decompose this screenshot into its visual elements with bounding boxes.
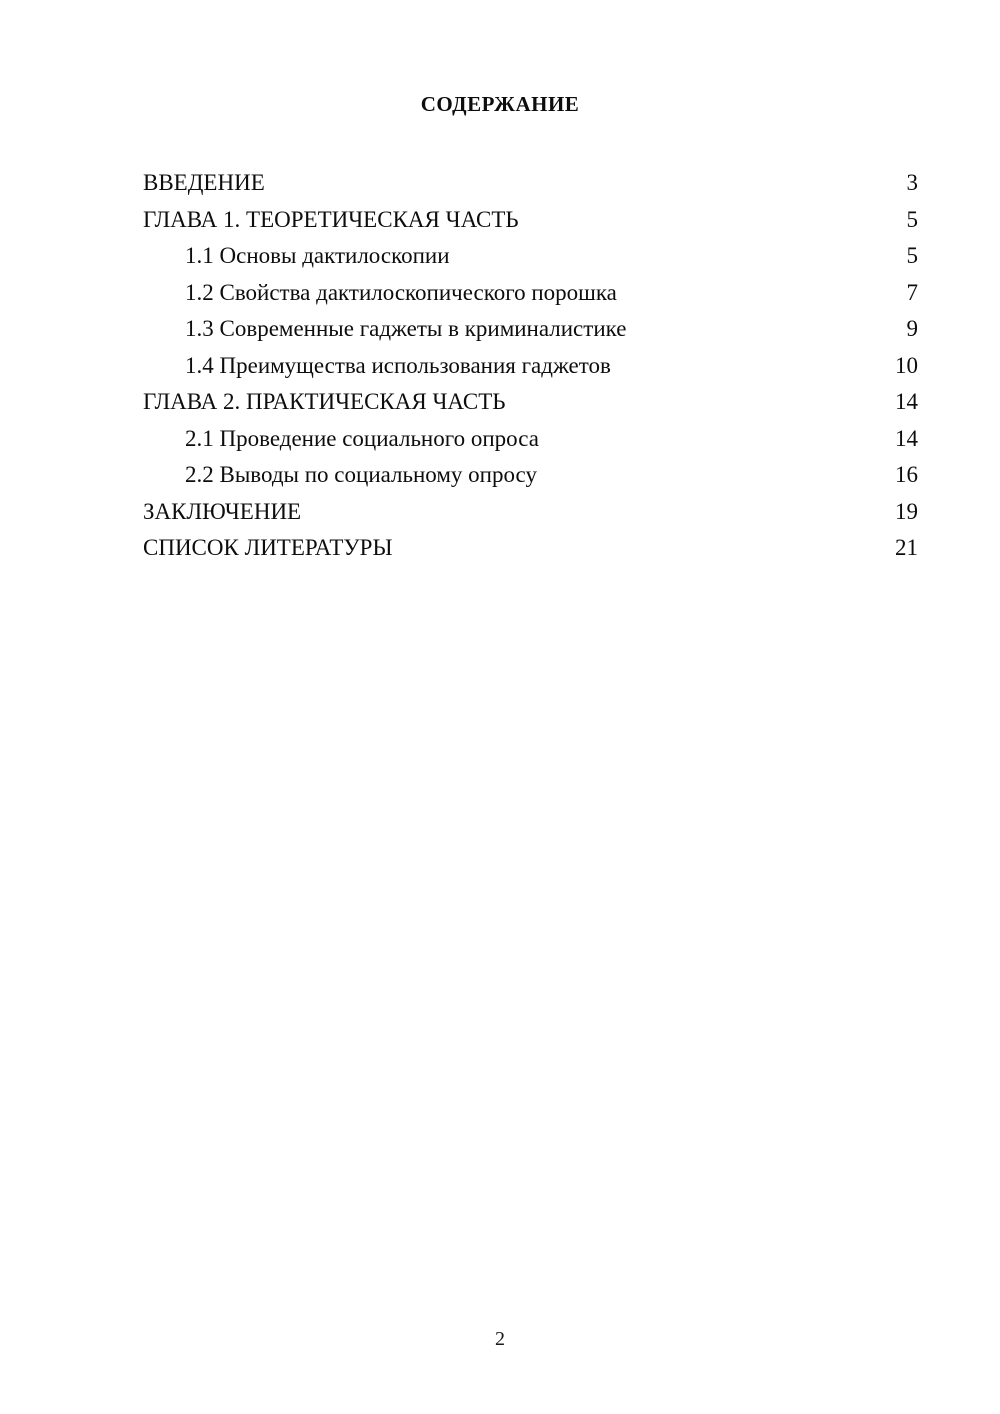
toc-entry-page: 9 (906, 316, 918, 341)
toc-entry-page: 5 (906, 206, 918, 232)
toc-entry[interactable] (143, 530, 918, 567)
toc-entry-label: 1.1 Основы дактилоскопии (185, 243, 450, 268)
toc-entry[interactable] (143, 421, 918, 458)
toc-entry-label: ГЛАВА 1. ТЕОРЕТИЧЕСКАЯ ЧАСТЬ (143, 206, 519, 232)
toc-entry-label: ГЛАВА 2. ПРАКТИЧЕСКАЯ ЧАСТЬ (143, 389, 506, 414)
toc-entry-label: ЗАКЛЮЧЕНИЕ (143, 498, 302, 524)
toc-entry[interactable] (143, 202, 918, 239)
toc-entry[interactable] (143, 275, 918, 312)
toc-entry-label: СПИСОК ЛИТЕРАТУРЫ (143, 535, 393, 560)
toc-entry-label: 2.1 Проведение социального опроса (185, 425, 539, 451)
toc-entry-label: 1.2 Свойства дактилоскопического порошка (185, 279, 617, 305)
toc-entry-page: 21 (895, 535, 918, 560)
toc-entry-page: 14 (895, 389, 918, 414)
toc-entry-page: 19 (895, 498, 918, 524)
toc-entry-page: 7 (906, 279, 918, 305)
toc-entry-label: 2.2 Выводы по социальному опросу (185, 462, 537, 487)
toc-entry[interactable] (143, 238, 918, 275)
toc-entry[interactable] (143, 165, 918, 202)
toc-entry[interactable] (143, 457, 918, 494)
page-number: 2 (495, 1328, 505, 1350)
toc-entry-label: 1.3 Современные гаджеты в криминалистике (185, 316, 627, 341)
toc-entry-page: 3 (906, 170, 918, 195)
toc-entry[interactable] (143, 384, 918, 421)
page-title: СОДЕРЖАНИЕ (420, 92, 580, 116)
table-of-contents (143, 165, 918, 567)
toc-entry-page: 14 (895, 425, 918, 451)
toc-entry[interactable] (143, 348, 918, 385)
toc-entry[interactable] (143, 494, 918, 531)
toc-entry-label: 1.4 Преимущества использования гаджетов (185, 352, 611, 378)
toc-entry-label: ВВЕДЕНИЕ (143, 170, 265, 195)
toc-entry-page: 16 (895, 462, 918, 487)
toc-entry-page: 5 (906, 243, 918, 268)
toc-entry-page: 10 (895, 352, 918, 378)
toc-entry[interactable] (143, 311, 918, 348)
